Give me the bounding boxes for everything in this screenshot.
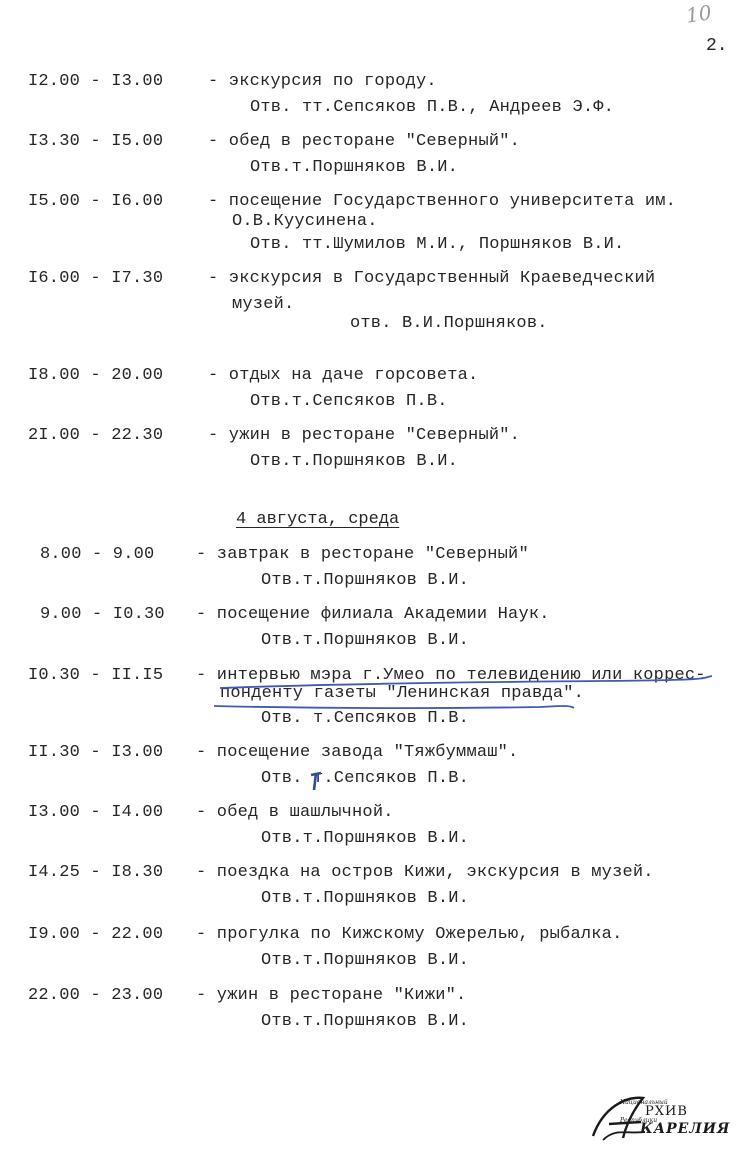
activity-text-continued: О.В.Куусинена. <box>232 212 378 231</box>
ink-correction-mark <box>311 773 321 790</box>
responsible-person: Отв. тт.Шумилов М.И., Поршняков В.И. <box>250 235 625 254</box>
activity-text: - экскурсия в Государственный Краеведческий <box>208 269 656 288</box>
responsible-person: Отв.т.Поршняков В.И. <box>250 452 459 471</box>
activity-text: - интервью мэра г.Умео по телевидению или коррес- <box>196 666 706 685</box>
responsible-person: Отв.т.Поршняков В.И. <box>261 951 470 970</box>
stamp-line-archive: РХИВ <box>645 1104 688 1119</box>
responsible-person: Отв. тт.Сепсяков П.В., Андреев Э.Ф. <box>250 98 615 117</box>
responsible-person: Отв.т.Поршняков В.И. <box>250 158 459 177</box>
activity-text: - посещение филиала Академии Наук. <box>196 605 550 624</box>
time-range: I0.30 - II.I5 <box>28 666 164 685</box>
time-range: I5.00 - I6.00 <box>28 192 164 211</box>
activity-text: - прогулка по Кижскому Ожерелью, рыбалка. <box>196 925 623 944</box>
activity-text: - посещение Государственного университета им. <box>208 192 677 211</box>
responsible-person: Отв.т.Поршняков В.И. <box>261 571 470 590</box>
time-range: I2.00 - I3.00 <box>28 72 164 91</box>
activity-text: - ужин в ресторане "Кижи". <box>196 986 467 1005</box>
ink-underline <box>220 676 712 688</box>
activity-text: - ужин в ресторане "Северный". <box>208 426 521 445</box>
responsible-person: Отв. т.Сепсяков П.В. <box>261 769 470 788</box>
time-range: 22.00 - 23.00 <box>28 986 164 1005</box>
activity-text: - посещение завода "Тяжбуммаш". <box>196 743 519 762</box>
stamp-line-national: Национальный <box>620 1099 668 1106</box>
activity-text: - экскурсия по городу. <box>208 72 437 91</box>
stamp-line-karelia: КАРЕЛИЯ <box>640 1121 731 1137</box>
page-number: 2. <box>706 36 728 56</box>
stamp-line-republic: Республики <box>620 1117 658 1124</box>
time-range: I3.30 - I5.00 <box>28 132 164 151</box>
time-range: 8.00 - 9.00 <box>40 545 155 564</box>
responsible-person: Отв. т.Сепсяков П.В. <box>261 709 470 728</box>
responsible-person: Отв.т.Поршняков В.И. <box>261 1012 470 1031</box>
time-range: I8.00 - 20.00 <box>28 366 164 385</box>
activity-text-continued: понденту газеты "Ленинская правда". <box>220 684 585 703</box>
time-range: I4.25 - I8.30 <box>28 863 164 882</box>
responsible-person: Отв.т.Сепсяков П.В. <box>250 392 448 411</box>
activity-text: - отдых на даче горсовета. <box>208 366 479 385</box>
day-heading: 4 августа, среда <box>236 510 400 529</box>
time-range: I3.00 - I4.00 <box>28 803 164 822</box>
handwritten-sheet-number: 10 <box>684 0 713 28</box>
activity-text-continued: музей. <box>232 295 295 314</box>
activity-text: - обед в ресторане "Северный". <box>208 132 521 151</box>
ink-underline <box>214 706 574 708</box>
responsible-person: Отв.т.Поршняков В.И. <box>261 889 470 908</box>
responsible-person: отв. В.И.Поршняков. <box>350 314 548 333</box>
responsible-person: Отв.т.Поршняков В.И. <box>261 829 470 848</box>
time-range: 2I.00 - 22.30 <box>28 426 164 445</box>
responsible-person: Отв.т.Поршняков В.И. <box>261 631 470 650</box>
time-range: I6.00 - I7.30 <box>28 269 164 288</box>
activity-text: - поездка на остров Кижи, экскурсия в музей. <box>196 863 654 882</box>
time-range: I9.00 - 22.00 <box>28 925 164 944</box>
time-range: 9.00 - I0.30 <box>40 605 165 624</box>
time-range: II.30 - I3.00 <box>28 743 164 762</box>
activity-text: - завтрак в ресторане "Северный" <box>196 545 529 564</box>
activity-text: - обед в шашлычной. <box>196 803 394 822</box>
